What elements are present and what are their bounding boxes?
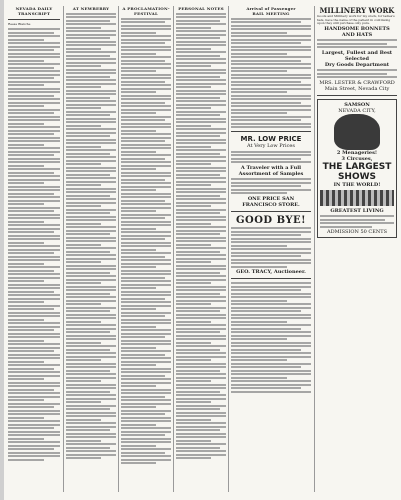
largest-selected: Largest, Fullest and Best Selected — [321, 49, 393, 62]
column-4-head: PERSONAL NOTES — [178, 6, 224, 11]
column-rule — [228, 6, 229, 492]
dry-goods-head: Dry Goods Department — [324, 61, 390, 68]
ad-nevada: NEVADA CITY, — [338, 107, 376, 114]
millinery-paragraph: Goods and Millinery work for my stock, for ladies's hats, have the name of the patient in continuing upon they still purchase only pure. — [317, 14, 395, 26]
ad-low-price: MR. LOW PRICE — [240, 135, 302, 143]
column-2-text — [66, 13, 116, 460]
ad-circuses: 3 Circuses, — [341, 155, 373, 162]
in-the-world: IN THE WORLD! — [333, 181, 381, 188]
scan-edge — [0, 0, 4, 500]
column-rule — [118, 6, 119, 492]
column-4-text — [176, 13, 226, 460]
column-5 — [231, 6, 311, 492]
millinery-head: MILLINERY WORK — [319, 6, 395, 15]
column-5-text-top — [231, 18, 311, 129]
ad-traveler: A Traveler with a Full Assortment of Samples — [238, 164, 304, 177]
ad-greatest-living: GREATEST LIVING — [330, 207, 384, 214]
ad-geo-tracy: GEO. TRACY, Auctioneer. — [236, 269, 306, 275]
bonnets-hats: HANDSOME BONNETS AND HATS — [324, 25, 390, 38]
ad-low-price-sub: At Very Low Prices — [247, 143, 295, 149]
ad-menagerie: 2 Menageries! — [336, 149, 378, 156]
subhead: Reese Blanche — [8, 22, 31, 26]
column-3-head: A PROCLAMATION-FESTIVAL — [122, 6, 170, 16]
column-rule — [314, 6, 315, 492]
ad-good-bye: GOOD BYE! — [235, 214, 307, 226]
ad-mrs-lester: MRS. LESTER & CRAWFORD — [319, 79, 395, 86]
ad-samson: SAMSON — [344, 101, 370, 108]
largest-shows: THE LARGEST SHOWS — [322, 161, 392, 182]
column-2 — [66, 6, 116, 492]
column-3-text — [121, 18, 171, 465]
column-1 — [8, 6, 60, 492]
elephant-image — [334, 114, 380, 150]
store-address: Main Street, Nevada City — [324, 85, 390, 92]
column-3 — [121, 6, 171, 492]
masthead: NEVADA DAILY TRANSCRIPT — [15, 6, 53, 16]
circus-ad — [317, 99, 397, 239]
column-6 — [317, 6, 397, 492]
column-5-head-2: RAIL MEETING — [252, 11, 290, 16]
column-5-text-bottom — [231, 282, 311, 393]
column-rule — [63, 6, 64, 492]
column-4 — [176, 6, 226, 492]
ad-admission: ADMISSION 50 CENTS — [326, 229, 388, 236]
circus-scene-image — [320, 190, 394, 206]
column-5-head: Arrival of Passenger — [246, 6, 296, 11]
ad-one-price: ONE PRICE SAN FRANCISCO STORE. — [242, 195, 300, 208]
column-2-head: AT NEWBERRY — [72, 6, 110, 11]
column-1-text — [8, 28, 60, 461]
column-rule — [173, 6, 174, 492]
